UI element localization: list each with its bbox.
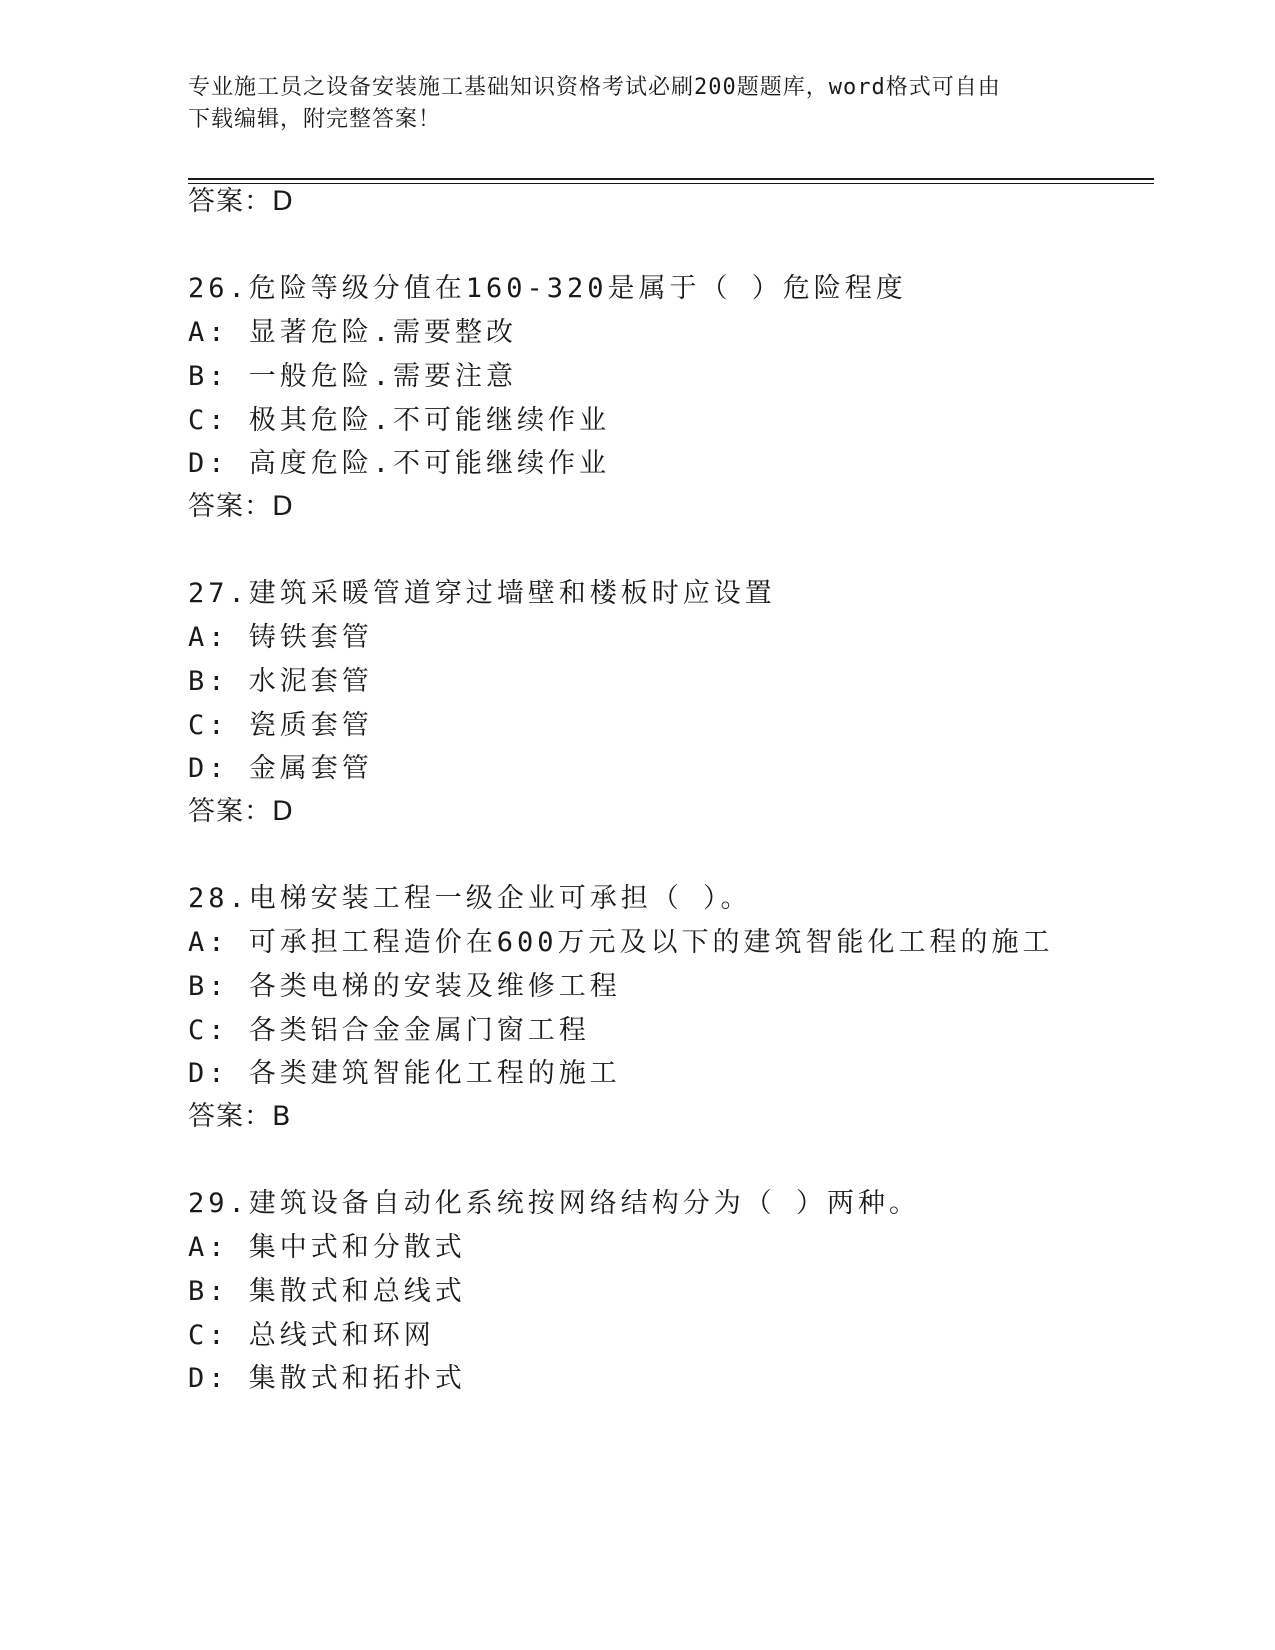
answer-line: 答案：B [188, 1101, 292, 1132]
option-a: A: 铸铁套管 [188, 622, 373, 653]
option-b: B: 集散式和总线式 [188, 1276, 466, 1307]
question-stem: 26.危险等级分值在160-320是属于（ ）危险程度 [188, 273, 907, 304]
option-c: C: 极其危险.不可能继续作业 [188, 405, 611, 436]
answer-line: 答案：D [188, 186, 294, 217]
option-a: A: 显著危险.需要整改 [188, 317, 518, 348]
header-line-2: 下载编辑，附完整答案！ [188, 107, 442, 132]
option-c: C: 总线式和环网 [188, 1320, 435, 1351]
header-line-1: 专业施工员之设备安装施工基础知识资格考试必刷200题题库，word格式可自由 [188, 75, 1001, 100]
question-stem: 28.电梯安装工程一级企业可承担（ ）。 [188, 883, 752, 914]
option-d: D: 高度危险.不可能继续作业 [188, 448, 611, 479]
header-divider-thin [188, 183, 1154, 184]
answer-line: 答案：D [188, 491, 294, 522]
question-stem: 27.建筑采暖管道穿过墙壁和楼板时应设置 [188, 578, 776, 609]
option-d: D: 各类建筑智能化工程的施工 [188, 1058, 621, 1089]
question-stem: 29.建筑设备自动化系统按网络结构分为（ ）两种。 [188, 1188, 921, 1219]
option-a: A: 可承担工程造价在600万元及以下的建筑智能化工程的施工 [188, 927, 1054, 958]
option-c: C: 瓷质套管 [188, 710, 373, 741]
option-d: D: 金属套管 [188, 753, 373, 784]
option-b: B: 水泥套管 [188, 666, 373, 697]
header-divider [188, 178, 1154, 180]
option-a: A: 集中式和分散式 [188, 1232, 466, 1263]
option-d: D: 集散式和拓扑式 [188, 1363, 466, 1394]
document-header [188, 72, 1088, 136]
option-c: C: 各类铝合金金属门窗工程 [188, 1015, 590, 1046]
option-b: B: 一般危险.需要注意 [188, 361, 518, 392]
answer-line: 答案：D [188, 796, 294, 827]
option-b: B: 各类电梯的安装及维修工程 [188, 971, 621, 1002]
